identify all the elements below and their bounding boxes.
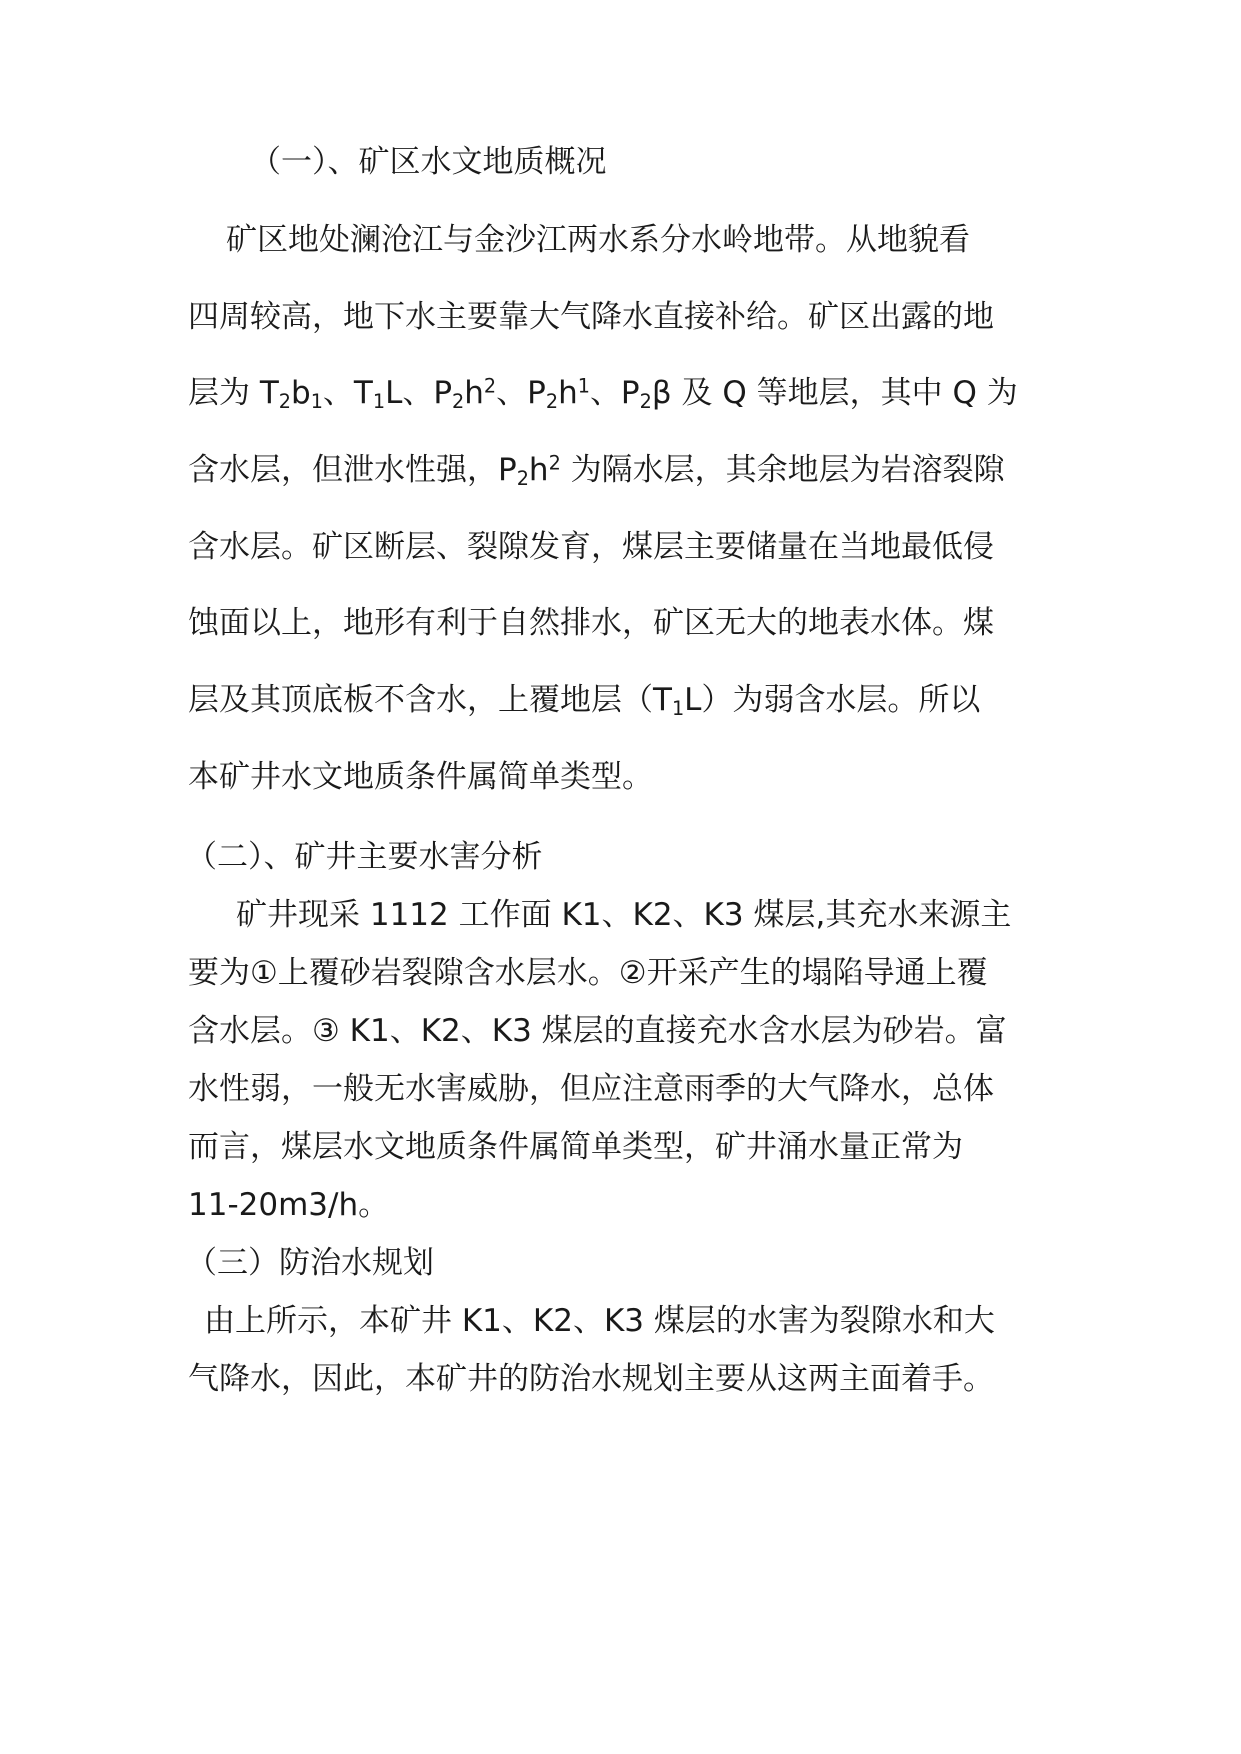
paragraph-line: 含水层。③ K1、K2、K3 煤层的直接充水含水层为砂岩。富	[188, 1013, 1007, 1049]
paragraph-line: 蚀面以上，地形有利于自然排水，矿区无大的地表水体。煤	[188, 605, 994, 641]
paragraph-line: 要为①上覆砂岩裂隙含水层水。②开采产生的塌陷导通上覆	[188, 955, 988, 991]
paragraph-line: 含水层，但泄水性强，$P_2h^2$ 为隔水层，其余地层为岩溶裂隙	[188, 451, 1005, 490]
paragraph-line: 层为 $T_2b_1$、$T_1L$、$P_2h^2$、$P_2h^1$、$P_2\beta$ 及 Q 等地层，其中 Q 为	[188, 374, 1018, 413]
paragraph-line: 矿井现采 1112 工作面 K1、K2、K3 煤层,其充水来源主	[236, 897, 1012, 933]
paragraph-line: 由上所示，本矿井 K1、K2、K3 煤层的水害为裂隙水和大	[204, 1303, 995, 1339]
paragraph-line: 水性弱，一般无水害威胁，但应注意雨季的大气降水，总体	[188, 1071, 994, 1107]
paragraph-line: 层及其顶底板不含水，上覆地层$(T_1L)$为弱含水层。所以	[188, 682, 981, 720]
section-heading-2: （二）、矿井主要水害分析	[186, 839, 543, 875]
paragraph-line: 11-20m3/h。	[188, 1187, 390, 1223]
paragraph-line: 四周较高，地下水主要靠大气降水直接补给。矿区出露的地	[188, 299, 994, 335]
paragraph-line: 矿区地处澜沧江与金沙江两水系分水岭地带。从地貌看	[226, 222, 970, 258]
paragraph-line: 含水层。矿区断层、裂隙发育，煤层主要储量在当地最低侵	[188, 529, 994, 565]
paragraph-line: 而言，煤层水文地质条件属简单类型，矿井涌水量正常为	[188, 1129, 963, 1165]
paragraph-line: 气降水，因此，本矿井的防治水规划主要从这两主面着手。	[188, 1361, 994, 1397]
section-heading-1: （一）、矿区水文地质概况	[250, 144, 607, 180]
paragraph-line: 本矿井水文地质条件属简单类型。	[188, 759, 653, 795]
section-heading-3: （三）防治水规划	[186, 1245, 434, 1281]
